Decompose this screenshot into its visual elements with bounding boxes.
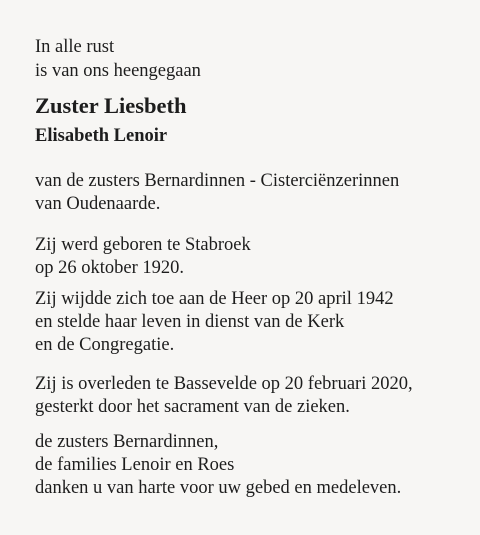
paragraph-line: Zij wijdde zich toe aan de Heer op 20 april 1942 xyxy=(35,289,394,309)
intro-line: In alle rust xyxy=(35,37,115,57)
thanks-paragraph xyxy=(35,431,472,500)
paragraph-line: Zij werd geboren te Stabroek xyxy=(35,235,251,255)
paragraph-line: de zusters Bernardinnen, xyxy=(35,432,219,452)
intro-text xyxy=(35,35,472,83)
death-paragraph xyxy=(35,373,472,419)
religious-name: Zuster Liesbeth xyxy=(35,93,187,118)
paragraph-line: Zij is overleden te Bassevelde op 20 februari 2020, xyxy=(35,374,413,394)
paragraph-line: de families Lenoir en Roes xyxy=(35,455,235,475)
intro-line: is van ons heengegaan xyxy=(35,61,201,81)
birth-paragraph xyxy=(35,234,472,280)
paragraph-line: danken u van harte voor uw gebed en medeleven. xyxy=(35,478,402,498)
paragraph-line: van de zusters Bernardinnen - Cisterciënzerinnen xyxy=(35,171,400,191)
paragraph-line: en de Congregatie. xyxy=(35,335,175,355)
congregation-paragraph xyxy=(35,170,472,216)
paragraph-line: van Oudenaarde. xyxy=(35,194,161,214)
paragraph-line: op 26 oktober 1920. xyxy=(35,258,185,278)
civil-name: Elisabeth Lenoir xyxy=(35,126,168,146)
paragraph-line: en stelde haar leven in dienst van de Kerk xyxy=(35,312,345,332)
profession-paragraph xyxy=(35,288,472,357)
paragraph-line: gesterkt door het sacrament van de zieken. xyxy=(35,397,350,417)
